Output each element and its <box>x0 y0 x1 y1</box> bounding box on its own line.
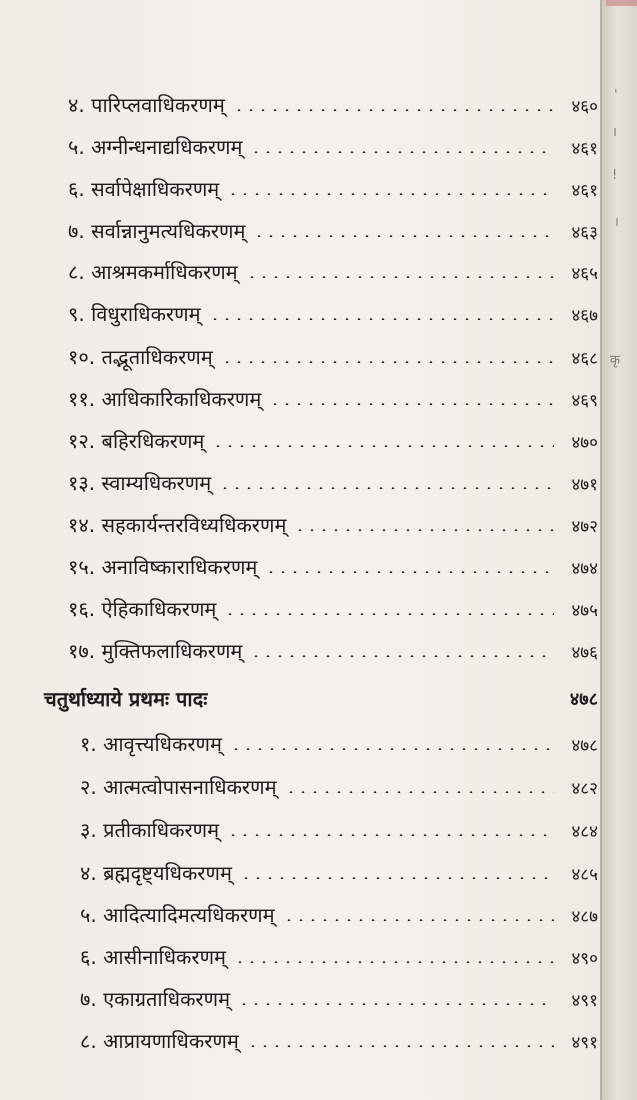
page-number: ४७१ <box>571 474 598 495</box>
entry-label: ९. विधुराधिकरणम् <box>68 302 201 326</box>
toc-entry <box>0 982 598 1016</box>
dot-leader <box>240 877 554 879</box>
entry-label: ५. आदित्यादिमत्यधिकरणम् <box>80 903 275 927</box>
page-number: ४९० <box>571 948 598 969</box>
entry-label: १०. तद्भूताधिकरणम् <box>68 345 213 369</box>
toc-entry <box>0 382 598 416</box>
dot-leader <box>253 235 554 237</box>
toc-entry <box>0 297 598 331</box>
page-number: ४९१ <box>571 1032 598 1053</box>
dot-leader <box>238 1003 554 1005</box>
entry-label: ४. ब्रह्मदृष्ट्यधिकरणम् <box>80 861 232 885</box>
entry-label: ५. अग्नीन्धनाद्यधिकरणम् <box>68 135 243 159</box>
entry-label: ८. आप्रायणाधिकरणम् <box>80 1029 239 1053</box>
toc-entry <box>0 340 598 374</box>
entry-label: ६. आसीनाधिकरणम् <box>80 945 226 969</box>
toc-entry <box>0 214 598 248</box>
toc-entry <box>0 940 598 974</box>
page-number: ४६३ <box>571 222 598 243</box>
section-title: चतुर्थाध्याये प्रथमः पादः <box>44 687 208 711</box>
toc-entry <box>0 813 598 847</box>
dot-leader <box>209 318 554 320</box>
toc-entry <box>0 424 598 458</box>
page-number: ४७४ <box>571 558 598 579</box>
dot-leader <box>224 613 554 615</box>
page-number: ४७५ <box>571 600 598 621</box>
entry-label: २. आत्मत्वोपासनाधिकरणम् <box>80 775 277 799</box>
toc-entry <box>0 88 598 122</box>
toc-entry <box>0 727 598 761</box>
entry-label: १३. स्वाम्यधिकरणम् <box>68 471 212 495</box>
dot-leader <box>227 834 554 836</box>
entry-label: ६. सर्वापेक्षाधिकरणम् <box>68 177 220 201</box>
page-edge-mark <box>606 0 637 6</box>
toc-entry <box>0 634 598 668</box>
page-number: ४६१ <box>571 138 598 159</box>
entry-label: १५. अनाविष्काराधिकरणम् <box>68 555 258 579</box>
page-number: ४७८ <box>571 735 598 756</box>
dot-leader <box>246 276 554 278</box>
dot-leader <box>283 919 554 921</box>
dot-leader <box>265 571 554 573</box>
toc-entry <box>0 898 598 932</box>
entry-label: ७. एकाग्रताधिकरणम् <box>80 987 231 1011</box>
entry-label: १२. बहिरधिकरणम् <box>68 429 205 453</box>
page-number: ४८५ <box>571 864 598 885</box>
entry-label: ७. सर्वान्नानुमत्यधिकरणम् <box>68 219 246 243</box>
section-heading <box>0 682 598 716</box>
page-number: ४८७ <box>571 906 598 927</box>
toc-entry <box>0 856 598 890</box>
toc-entry <box>0 550 598 584</box>
page-number: ४९१ <box>571 990 598 1011</box>
dot-leader <box>247 1045 554 1047</box>
page-number: ४७२ <box>571 516 598 537</box>
dot-leader <box>233 109 554 111</box>
page-number: ४८४ <box>571 821 598 842</box>
page-number: ४७६ <box>571 642 598 663</box>
section-page-number: ४७८ <box>569 689 598 710</box>
toc-entry <box>0 466 598 500</box>
dot-leader <box>269 403 554 405</box>
dot-leader <box>234 961 554 963</box>
page-number: ४८२ <box>571 778 598 799</box>
book-gutter: ' । ! । कृ <box>600 0 637 1100</box>
toc-entry <box>0 770 598 804</box>
dot-leader <box>227 193 554 195</box>
entry-label: १. आवृत्त्यधिकरणम् <box>80 732 222 756</box>
toc-entry <box>0 508 598 542</box>
dot-leader <box>294 529 554 531</box>
page-number: ४६९ <box>571 390 598 411</box>
page-number: ४६० <box>571 96 598 117</box>
entry-label: ४. पारिप्लवाधिकरणम् <box>68 93 225 117</box>
page-number: ४६८ <box>571 348 598 369</box>
entry-label: १७. मुक्तिफलाधिकरणम् <box>68 639 243 663</box>
toc-entry <box>0 592 598 626</box>
entry-label: १४. सहकार्यन्तरविध्यधिकरणम् <box>68 513 287 537</box>
dot-leader <box>250 151 554 153</box>
page-number: ४६७ <box>571 305 598 326</box>
page-number: ४७० <box>571 432 598 453</box>
dot-leader <box>285 791 554 793</box>
page-number: ४६१ <box>571 180 598 201</box>
toc-entry <box>0 130 598 164</box>
dot-leader <box>250 655 554 657</box>
entry-label: १६. ऐहिकाधिकरणम् <box>68 597 217 621</box>
toc-entry <box>0 255 598 289</box>
dot-leader <box>230 748 554 750</box>
page-number: ४६५ <box>571 263 598 284</box>
entry-label: ८. आश्रमकर्माधिकरणम् <box>68 260 238 284</box>
dot-leader <box>212 445 554 447</box>
entry-label: ११. आधिकारिकाधिकरणम् <box>68 387 262 411</box>
dot-leader <box>221 361 554 363</box>
dot-leader <box>219 487 554 489</box>
toc-entry <box>0 1024 598 1058</box>
toc-entry <box>0 172 598 206</box>
entry-label: ३. प्रतीकाधिकरणम् <box>80 818 220 842</box>
